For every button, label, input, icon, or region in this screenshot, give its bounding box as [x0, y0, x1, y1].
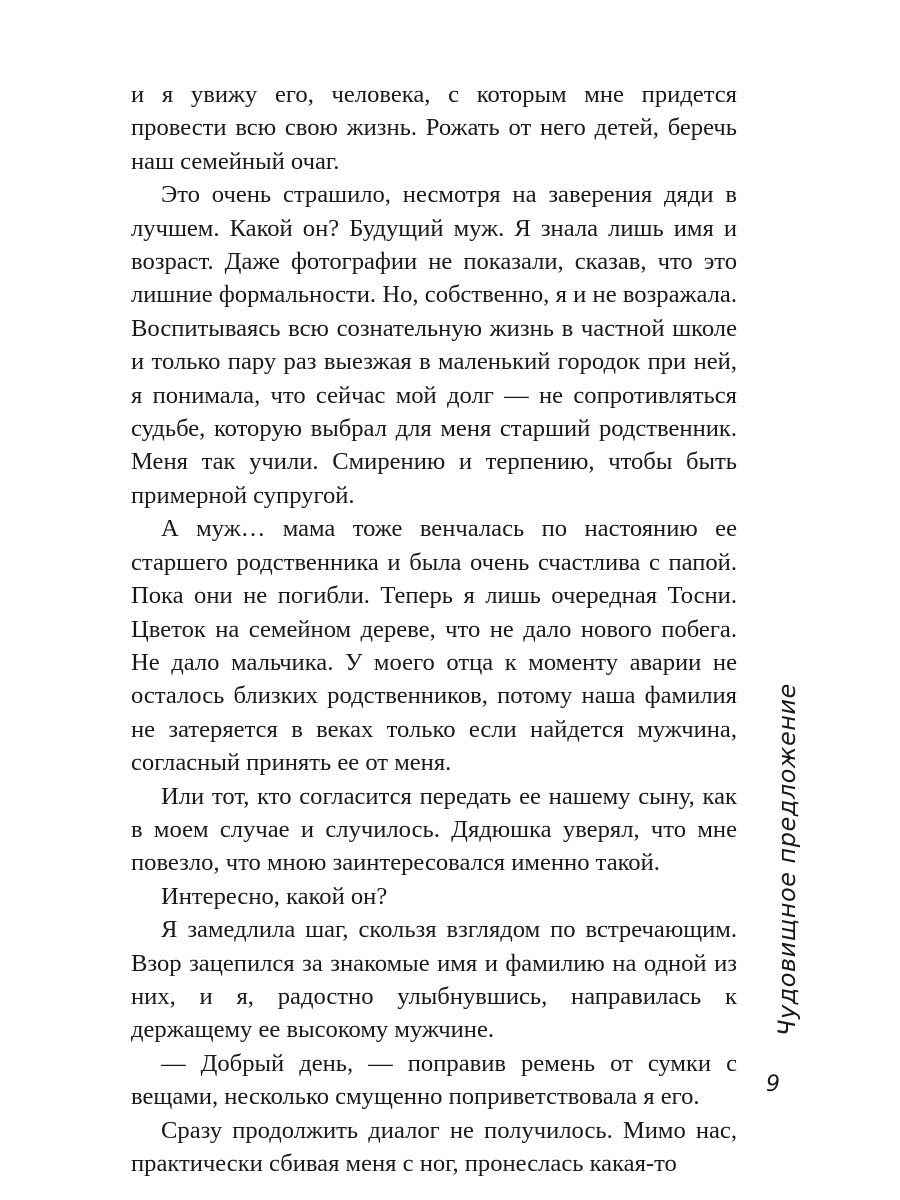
paragraph-3: А муж… мама тоже венчалась по настоянию ее старшего родственника и была очень счастлива с папой. Пока они не погибли. Теперь я лишь очередная Тосни. Цветок на семейном дереве, что не дало нового побега. Не дало мальчика. У моего отца к моменту аварии не осталось близких родственников, потому наша фамилия не затеряется в веках только если найдется мужчина, согласный принять ее от меня.: [131, 515, 737, 777]
paragraph-1: и я увижу его, человека, с которым мне придется провести всю свою жизнь. Рожать от него детей, беречь наш семейный очаг.: [131, 81, 737, 175]
page-number: 9: [766, 1072, 780, 1097]
paragraph-6: Я замедлила шаг, скользя взглядом по встречающим. Взор зацепился за знакомые имя и фамилию на одной из них, и я, радостно улыбнувшись, направилась к держащему ее высокому мужчине.: [131, 916, 737, 1044]
paragraph-7: — Добрый день, — поправив ремень от сумки с вещами, несколько смущенно поприветствовала я его.: [131, 1049, 737, 1111]
paragraph-8: Сразу продолжить диалог не получилось. Мимо нас, практически сбивая меня с ног, пронеслась какая-то: [131, 1116, 737, 1177]
paragraph-2: Это очень страшило, несмотря на заверения дяди в лучшем. Какой он? Будущий муж. Я знала лишь имя и возраст. Даже фотографии не показали, сказав, что это лишние формальности. Но, собственно, я и не возражала. Воспитываясь всю сознательную жизнь в частной школе и только пару раз выезжая в маленький городок при ней, я понимала, что сейчас мой долг — не сопротивляться судьбе, которую выбрал для меня старший родственник. Меня так учили. Смирению и терпению, чтобы быть примерной супругой.: [131, 181, 737, 509]
page-body-text: [131, 78, 737, 1180]
running-title: Чудовищное предложение: [773, 683, 801, 1036]
paragraph-5: Интересно, какой он?: [161, 882, 388, 910]
paragraph-4: Или тот, кто согласится передать ее нашему сыну, как в моем случае и случилось. Дядюшка уверял, что мне повезло, что мною заинтересовался именно такой.: [131, 782, 737, 877]
